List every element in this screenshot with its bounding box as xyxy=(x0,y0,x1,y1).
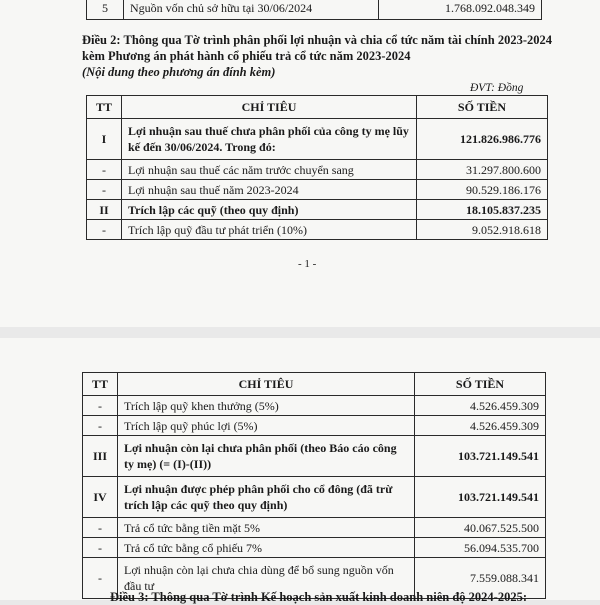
row-label: Lợi nhuận sau thuế năm 2023-2024 xyxy=(122,180,417,200)
row-amount: 4.526.459.309 xyxy=(415,416,546,436)
row-amount: 103.721.149.541 xyxy=(415,436,546,477)
profit-distribution-table-continued xyxy=(82,372,546,599)
table-row xyxy=(87,220,548,240)
row-number: - xyxy=(83,416,118,436)
row-number: III xyxy=(83,436,118,477)
row-label: Trích lập các quỹ (theo quy định) xyxy=(122,200,417,220)
row-amount: 31.297.800.600 xyxy=(417,160,548,180)
table-row xyxy=(87,200,548,220)
header-item: CHỈ TIÊU xyxy=(122,96,417,119)
article-2-text: Điều 2: Thông qua Tờ trình phân phối lợi nhuận và chia cổ tức năm tài chính 2023-2024 kèm Phương án phát hành cổ phiếu trả cổ tức năm 2023-2024 xyxy=(82,33,552,63)
table-row xyxy=(87,0,542,20)
row-label: Lợi nhuận còn lại chưa phân phối (theo Báo cáo công ty mẹ) (= (I)-(II)) xyxy=(118,436,415,477)
row-number: 5 xyxy=(87,0,124,20)
table-row xyxy=(83,477,546,518)
row-amount: 7.559.088.341 xyxy=(415,558,546,599)
row-label: Trích lập quỹ đầu tư phát triển (10%) xyxy=(122,220,417,240)
row-label: Lợi nhuận được phép phân phối cho cổ đông (đã trừ trích lập các quỹ theo quy định) xyxy=(118,477,415,518)
header-tt: TT xyxy=(87,96,122,119)
article-3-heading: Điều 3: Thông qua Tờ trình Kế hoạch sản xuất kinh doanh niên độ 2024-2025: xyxy=(110,590,527,604)
row-amount: 40.067.525.500 xyxy=(415,518,546,538)
row-number: I xyxy=(87,119,122,160)
header-item: CHỈ TIÊU xyxy=(118,373,415,396)
row-amount: 121.826.986.776 xyxy=(417,119,548,160)
table-row xyxy=(87,119,548,160)
row-amount: 18.105.837.235 xyxy=(417,200,548,220)
row-amount: 1.768.092.048.349 xyxy=(379,0,542,20)
capital-table xyxy=(86,0,542,20)
row-amount: 9.052.918.618 xyxy=(417,220,548,240)
header-amount: SỐ TIỀN xyxy=(417,96,548,119)
table-row xyxy=(87,160,548,180)
row-label: Lợi nhuận sau thuế các năm trước chuyển sang xyxy=(122,160,417,180)
row-label: Trả cổ tức bằng tiền mặt 5% xyxy=(118,518,415,538)
row-label: Trích lập quỹ phúc lợi (5%) xyxy=(118,416,415,436)
row-amount: 90.529.186.176 xyxy=(417,180,548,200)
table-row xyxy=(83,416,546,436)
row-number: - xyxy=(83,538,118,558)
table-row xyxy=(83,538,546,558)
table-header-row xyxy=(83,373,546,396)
row-amount: 4.526.459.309 xyxy=(415,396,546,416)
table-row xyxy=(83,396,546,416)
row-number: - xyxy=(87,180,122,200)
row-number: - xyxy=(83,558,118,599)
table-row xyxy=(83,436,546,477)
article-2-note: (Nội dung theo phương án đính kèm) xyxy=(82,65,276,79)
article-2-heading xyxy=(82,32,552,80)
page-number: - 1 - xyxy=(298,258,317,270)
row-number: - xyxy=(87,220,122,240)
unit-label: ĐVT: Đồng xyxy=(470,82,524,94)
document-page-2 xyxy=(0,338,600,600)
table-row xyxy=(87,180,548,200)
row-label: Lợi nhuận còn lại chưa chia dùng để bổ sung nguồn vốn đầu tư xyxy=(118,558,415,599)
row-number: IV xyxy=(83,477,118,518)
row-number: - xyxy=(87,160,122,180)
row-number: II xyxy=(87,200,122,220)
row-label: Trả cổ tức bằng cổ phiếu 7% xyxy=(118,538,415,558)
row-amount: 56.094.535.700 xyxy=(415,538,546,558)
row-number: - xyxy=(83,518,118,538)
row-number: - xyxy=(83,396,118,416)
table-row xyxy=(83,518,546,538)
row-label: Trích lập quỹ khen thưởng (5%) xyxy=(118,396,415,416)
row-label: Lợi nhuận sau thuế chưa phân phối của công ty mẹ lũy kế đến 30/06/2024. Trong đó: xyxy=(122,119,417,160)
profit-distribution-table xyxy=(86,95,548,240)
header-tt: TT xyxy=(83,373,118,396)
row-amount: 103.721.149.541 xyxy=(415,477,546,518)
header-amount: SỐ TIỀN xyxy=(415,373,546,396)
table-header-row xyxy=(87,96,548,119)
row-label: Nguồn vốn chủ sở hữu tại 30/06/2024 xyxy=(124,0,379,20)
